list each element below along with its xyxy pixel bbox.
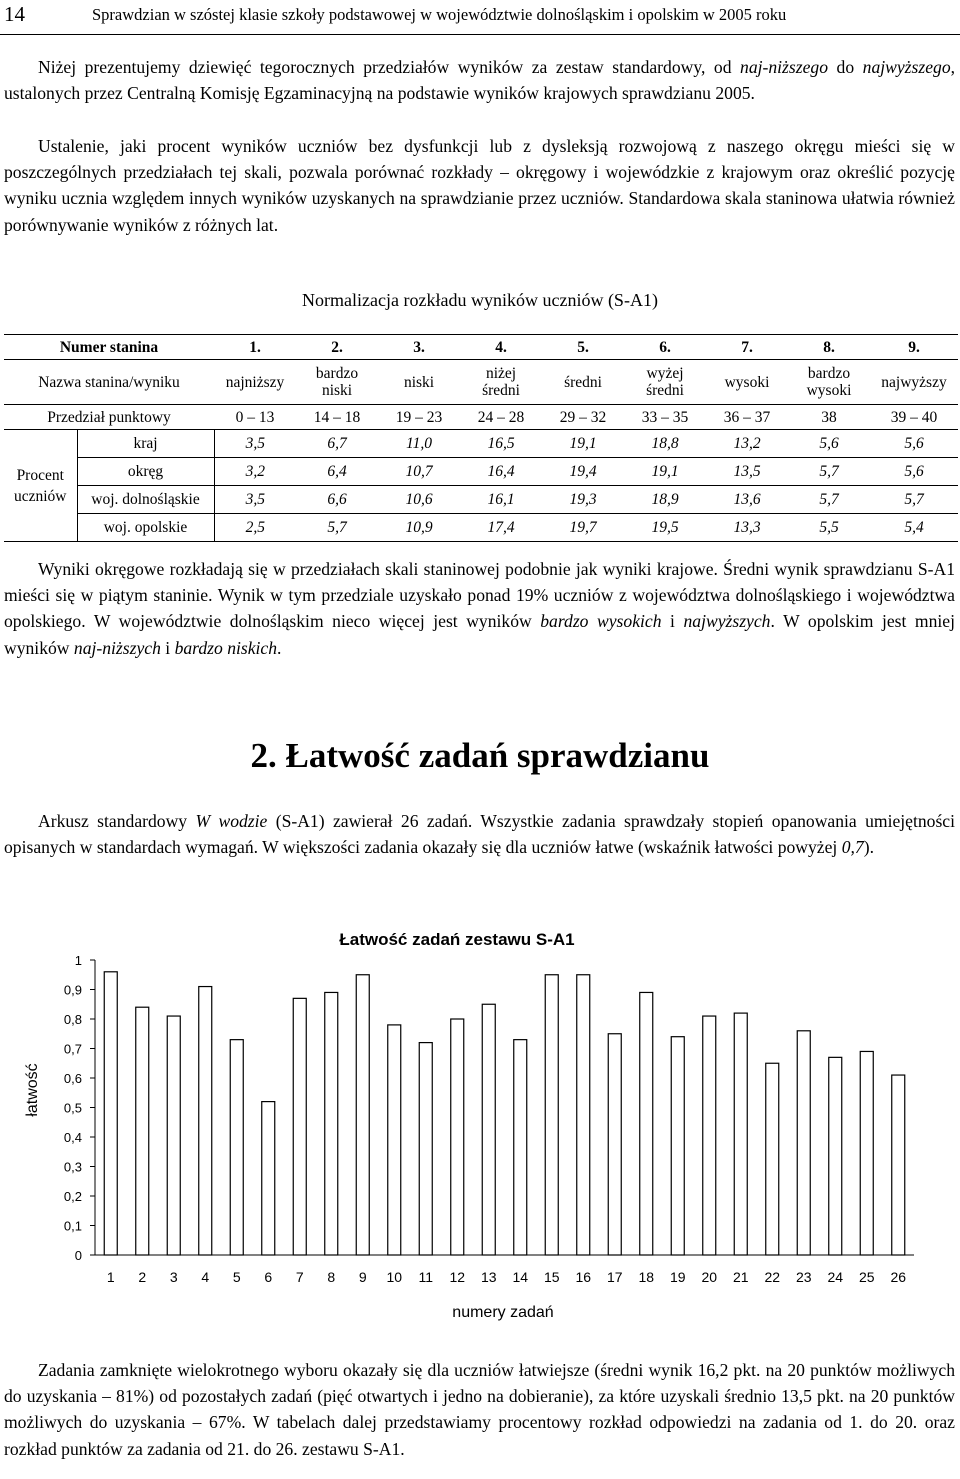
percent-value: 19,3 [542,486,624,514]
chart-title: Łatwość zadań zestawu S-A1 [339,930,575,949]
percent-row [4,486,958,514]
chart-marks [64,953,914,1285]
percent-label-line: uczniów [13,487,67,505]
point-range: 19 – 23 [378,405,460,430]
bar-task-18 [640,992,653,1255]
x-tick-label: 2 [138,1269,147,1285]
percent-label [4,430,77,542]
stanine-number: 8. [788,335,870,360]
percent-value: 5,7 [870,486,958,514]
point-range: 24 – 28 [460,405,542,430]
percent-value: 13,5 [706,458,788,486]
bar-task-26 [892,1075,905,1255]
stanine-name-line: wysoki [806,382,852,399]
stanine-name [870,360,958,405]
percent-value: 16,5 [460,430,542,458]
bar-task-6 [262,1102,275,1255]
y-tick-label: 0,6 [63,1071,82,1086]
percent-value: 10,6 [378,486,460,514]
stanine-name [788,360,870,405]
bar-task-20 [703,1016,716,1255]
intro-paragraph-2: Ustalenie, jaki procent wyników uczniów bez dysfunkcji lub z dysleksją rozwojową z naszego okręgu mieści się w poszczególnych przedziałach tej skali, pozwala porównać rozkłady – okręgowy i wojewódzkie z krajowym oraz określić pozycję wyniku ucznia względem innych wyników uzyskanych na sprawdzianie przez uczniów. Standardowa skala staninowa ułatwia również porównywanie wyników z różnych lat. [4,136,955,235]
stanine-name-line: wyżej [646,365,684,382]
percent-value: 13,2 [706,430,788,458]
stanine-number: 4. [460,335,542,360]
percent-value: 6,6 [296,486,378,514]
bar-task-4 [199,987,212,1255]
percent-value: 5,4 [870,514,958,542]
bar-task-7 [293,998,306,1255]
percent-value: 3,5 [214,486,296,514]
x-tick-label: 9 [358,1269,367,1285]
percent-value: 18,9 [624,486,706,514]
point-range: 14 – 18 [296,405,378,430]
x-tick-label: 12 [449,1269,466,1285]
bar-task-14 [514,1040,527,1255]
percent-value: 19,1 [624,458,706,486]
bar-task-12 [451,1019,464,1255]
stanine-table-body [4,335,958,542]
bar-task-3 [167,1016,180,1255]
point-range: 0 – 13 [214,405,296,430]
stanine-name [296,360,378,405]
y-tick-label: 0,9 [63,982,82,998]
percent-value: 16,4 [460,458,542,486]
stanine-name-line: niski [403,373,435,391]
bar-task-13 [482,1004,495,1255]
chart-x-axis-label: numery zadań [452,1304,554,1321]
y-tick-label: 0,1 [63,1218,82,1234]
x-tick-label: 20 [701,1269,718,1285]
row-numer-stanina [4,335,958,360]
x-tick-label: 24 [827,1269,844,1285]
x-tick-label: 19 [669,1269,686,1285]
bar-task-11 [419,1043,432,1255]
percent-value: 5,6 [870,430,958,458]
percent-value: 5,7 [788,486,870,514]
x-tick-label: 26 [890,1269,907,1285]
x-tick-label: 8 [327,1269,336,1285]
x-tick-label: 18 [638,1269,655,1285]
stanine-name-line: niski [321,382,353,399]
y-tick-label: 0,2 [63,1189,82,1204]
percent-value: 19,7 [542,514,624,542]
percent-value: 3,2 [214,458,296,486]
x-tick-label: 25 [858,1269,875,1285]
bar-task-5 [230,1040,243,1255]
stanine-name-line: średni [482,382,520,399]
section-heading: 2. Łatwość zadań sprawdzianu [250,736,710,775]
bar-task-17 [608,1034,621,1255]
stanine-name [542,360,624,405]
y-tick-label: 0,5 [63,1100,82,1116]
stanine-name [378,360,460,405]
stanine-number: 7. [706,335,788,360]
percent-value: 19,5 [624,514,706,542]
y-tick-label: 0,3 [63,1159,82,1175]
point-range: 29 – 32 [542,405,624,430]
bar-task-15 [545,975,558,1255]
bar-task-1 [104,972,117,1255]
chart-y-axis-label: łatwość [24,1063,41,1117]
bar-task-8 [325,992,338,1255]
row-przedzial [4,405,958,430]
stanine-name-line: najwyższy [881,373,947,391]
stanine-name-line: wysoki [724,373,770,391]
bar-task-16 [577,975,590,1255]
stanine-number: 6. [624,335,706,360]
x-tick-label: 13 [480,1269,497,1285]
results-paragraph: Wyniki okręgowe rozkładają się w przedziałach skali staninowej podobnie jak wyniki krajowe. Średni wynik sprawdzianu S-A1 mieści się w piątym staninie. Wynik w tym przedziale uzyskało ponad 19% uczniów z województwa dolnośląskiego i województwa opolskiego. W województwie dolnośląskim nieco więcej jest wyników bardzo wysokich i najwyższych. W opolskim jest mniej wyników naj-niższych i bardzo niskich. [4,559,955,658]
row-label: Numer stanina [4,335,214,360]
row-label: Nazwa stanina/wyniku [38,373,180,391]
percent-value: 5,6 [870,458,958,486]
percent-value: 6,7 [296,430,378,458]
stanine-number: 2. [296,335,378,360]
percent-value: 11,0 [378,430,460,458]
percent-value: 6,4 [296,458,378,486]
point-range: 39 – 40 [870,405,958,430]
point-range: 38 [788,405,870,430]
x-tick-label: 21 [732,1269,749,1285]
x-tick-label: 3 [169,1269,178,1285]
y-tick-label: 0,7 [63,1041,82,1057]
x-tick-label: 17 [606,1269,623,1285]
percent-row [4,514,958,542]
ease-chart [0,920,960,1340]
bar-task-2 [136,1007,149,1255]
x-tick-label: 14 [512,1269,529,1285]
stanine-number: 1. [214,335,296,360]
bar-task-22 [766,1063,779,1255]
stanine-table [4,334,958,542]
stanine-number: 3. [378,335,460,360]
percent-value: 2,5 [214,514,296,542]
x-tick-label: 4 [201,1269,210,1285]
row-nazwa-stanina [4,360,958,405]
bar-task-9 [356,975,369,1255]
region-label: woj. opolskie [77,514,214,542]
y-tick-label: 1 [74,953,82,968]
percent-value: 10,9 [378,514,460,542]
row-label: Przedział punktowy [4,405,214,430]
x-tick-label: 7 [295,1269,304,1285]
stanine-name-line: bardzo [807,365,851,382]
stanine-name-line: bardzo [315,365,359,382]
percent-value: 17,4 [460,514,542,542]
stanine-name-line: średni [564,373,602,391]
bar-task-24 [829,1057,842,1255]
stanine-name [706,360,788,405]
point-range: 33 – 35 [624,405,706,430]
closing-paragraph: Zadania zamknięte wielokrotnego wyboru okazały się dla uczniów łatwiejsze (średni wynik 16,2 pkt. na 20 punktów możliwych do uzyskania – 81%) od pozostałych zadań (pięć otwartych i jedno na dobieranie), za które uzyskali średnio 13,5 pkt. na 20 punktów możliwych do uzyskania – 67%. W tabelach dalej przedstawiamy procentowy rozkład odpowiedzi na zadania od 1. do 20. oraz rozkład punktów za zadania od 21. do 26. zestawu S-A1. [4,1360,955,1459]
percent-value: 13,3 [706,514,788,542]
stanine-name [214,360,296,405]
x-tick-label: 15 [543,1269,560,1285]
stanine-name [624,360,706,405]
region-label: kraj [77,430,214,458]
y-tick-label: 0,8 [63,1012,82,1027]
percent-value: 5,7 [788,458,870,486]
percent-value: 18,8 [624,430,706,458]
bar-task-21 [734,1013,747,1255]
x-tick-label: 22 [764,1269,781,1285]
intro-paragraph-1: Niżej prezentujemy dziewięć tegorocznych przedziałów wyników za zestaw standardowy, od naj-niższego do najwyższego, ustalonych przez Centralną Komisję Egzaminacyjną na podstawie wyników krajowych sprawdzianu 2005. [4,57,956,104]
bar-task-10 [388,1025,401,1255]
percent-value: 5,7 [296,514,378,542]
stanine-number: 9. [870,335,958,360]
x-tick-label: 16 [575,1269,592,1285]
percent-label-line: Procent [16,466,64,484]
point-range: 36 – 37 [706,405,788,430]
y-tick-label: 0,4 [63,1130,82,1145]
bar-task-19 [671,1037,684,1255]
stanine-name-line: najniższy [225,373,285,391]
stanine-name-line: niżej [485,365,517,382]
percent-value: 10,7 [378,458,460,486]
x-tick-label: 11 [418,1269,434,1285]
running-title: Sprawdzian w szóstej klasie szkoły podstawowej w województwie dolnośląskim i opolskim w 2005 roku [92,5,787,24]
page-header [0,0,960,35]
x-tick-label: 23 [795,1269,812,1285]
bar-task-25 [860,1051,873,1255]
stanine-name-line: średni [646,382,684,399]
page-number: 14 [4,2,25,26]
region-label: woj. dolnośląskie [77,486,214,514]
percent-value: 19,1 [542,430,624,458]
percent-value: 13,6 [706,486,788,514]
x-tick-label: 5 [232,1269,241,1285]
percent-row [4,458,958,486]
percent-value: 16,1 [460,486,542,514]
percent-value: 19,4 [542,458,624,486]
percent-value: 5,6 [788,430,870,458]
bar-task-23 [797,1031,810,1255]
region-label: okręg [77,458,214,486]
stanine-number: 5. [542,335,624,360]
percent-row [4,430,958,458]
percent-value: 5,5 [788,514,870,542]
stanine-name [460,360,542,405]
y-tick-label: 0 [74,1248,82,1263]
table-title: Normalizacja rozkładu wyników uczniów (S-A1) [302,290,658,310]
percent-value: 3,5 [214,430,296,458]
section-paragraph: Arkusz standardowy W wodzie (S-A1) zawierał 26 zadań. Wszystkie zadania sprawdzały stopień opanowania umiejętności opisanych w standardach wymagań. W większości zadania okazały się dla uczniów łatwe (wskaźnik łatwości powyżej 0,7). [4,811,955,858]
x-tick-label: 1 [106,1269,115,1285]
x-tick-label: 10 [386,1269,403,1285]
x-tick-label: 6 [264,1269,273,1285]
